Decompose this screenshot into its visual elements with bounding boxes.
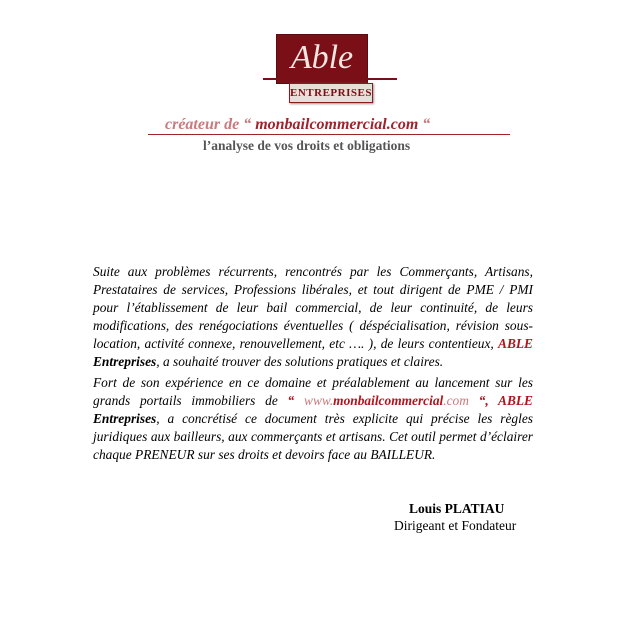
p2-end: , a concrétisé ce document très explicite qui précise les règles juridiques aux bailleurs, aux commerçants et artisans. Cet outil permet d’éclairer chaque PRENEUR sur ses droits et devoirs face au BAILLEUR. [93, 411, 533, 462]
p2-start: Fort de son expérience en ce domaine et préalablement au lancement sur les grands portails immobiliers de [93, 375, 533, 408]
p2-url-www: www. [304, 393, 334, 408]
p1-end: , a souhaité trouver des solutions pratiques et claires. [156, 354, 444, 369]
p1-brand: ABLE [498, 336, 533, 351]
able-entreprises-logo [263, 34, 397, 104]
p2-url-domain: monbailcommercial [333, 393, 444, 408]
p2-brand2: Entreprises [93, 411, 157, 426]
subtitle: l’analyse de vos droits et obligations [203, 138, 411, 153]
divider-rule [148, 134, 510, 135]
p1-text: Suite aux problèmes récurrents, rencontrés par les Commerçants, Artisans, Prestataires de services, Professions libérales, et tout dirigent de PME / PMI pour l’établissement de leur bail commercial, de leur continuité, de leurs modifications, des renégociations éventuelles ( déspécialisation, révision sous-location, activité connexe, renouvellement, etc …. ), de leurs contentieux, [93, 264, 533, 351]
p2-url [304, 393, 469, 408]
signature-name: Louis PLATIAU [409, 501, 505, 516]
logo-brand: Able [290, 39, 354, 76]
p2-url-tld: .com [443, 393, 469, 408]
paragraph-1 [93, 263, 533, 371]
logo-box [276, 34, 368, 84]
signature-role: Dirigeant et Fondateur [394, 518, 517, 533]
p2-quote-open: “ [287, 393, 305, 408]
tagline-prefix: créateur de “ [165, 116, 256, 133]
logo-sub: ENTREPRISES [290, 87, 372, 99]
p2-quote-close: “, [468, 393, 499, 408]
paragraph-2 [93, 374, 533, 464]
logo-bar [263, 78, 397, 80]
tagline-suffix: “ [418, 116, 431, 133]
p2-brand: ABLE [498, 393, 533, 408]
tagline-url: monbailcommercial.com [255, 116, 419, 133]
logo-plate [289, 83, 373, 103]
tagline [165, 116, 430, 134]
p1-brand2: Entreprises [93, 354, 157, 369]
